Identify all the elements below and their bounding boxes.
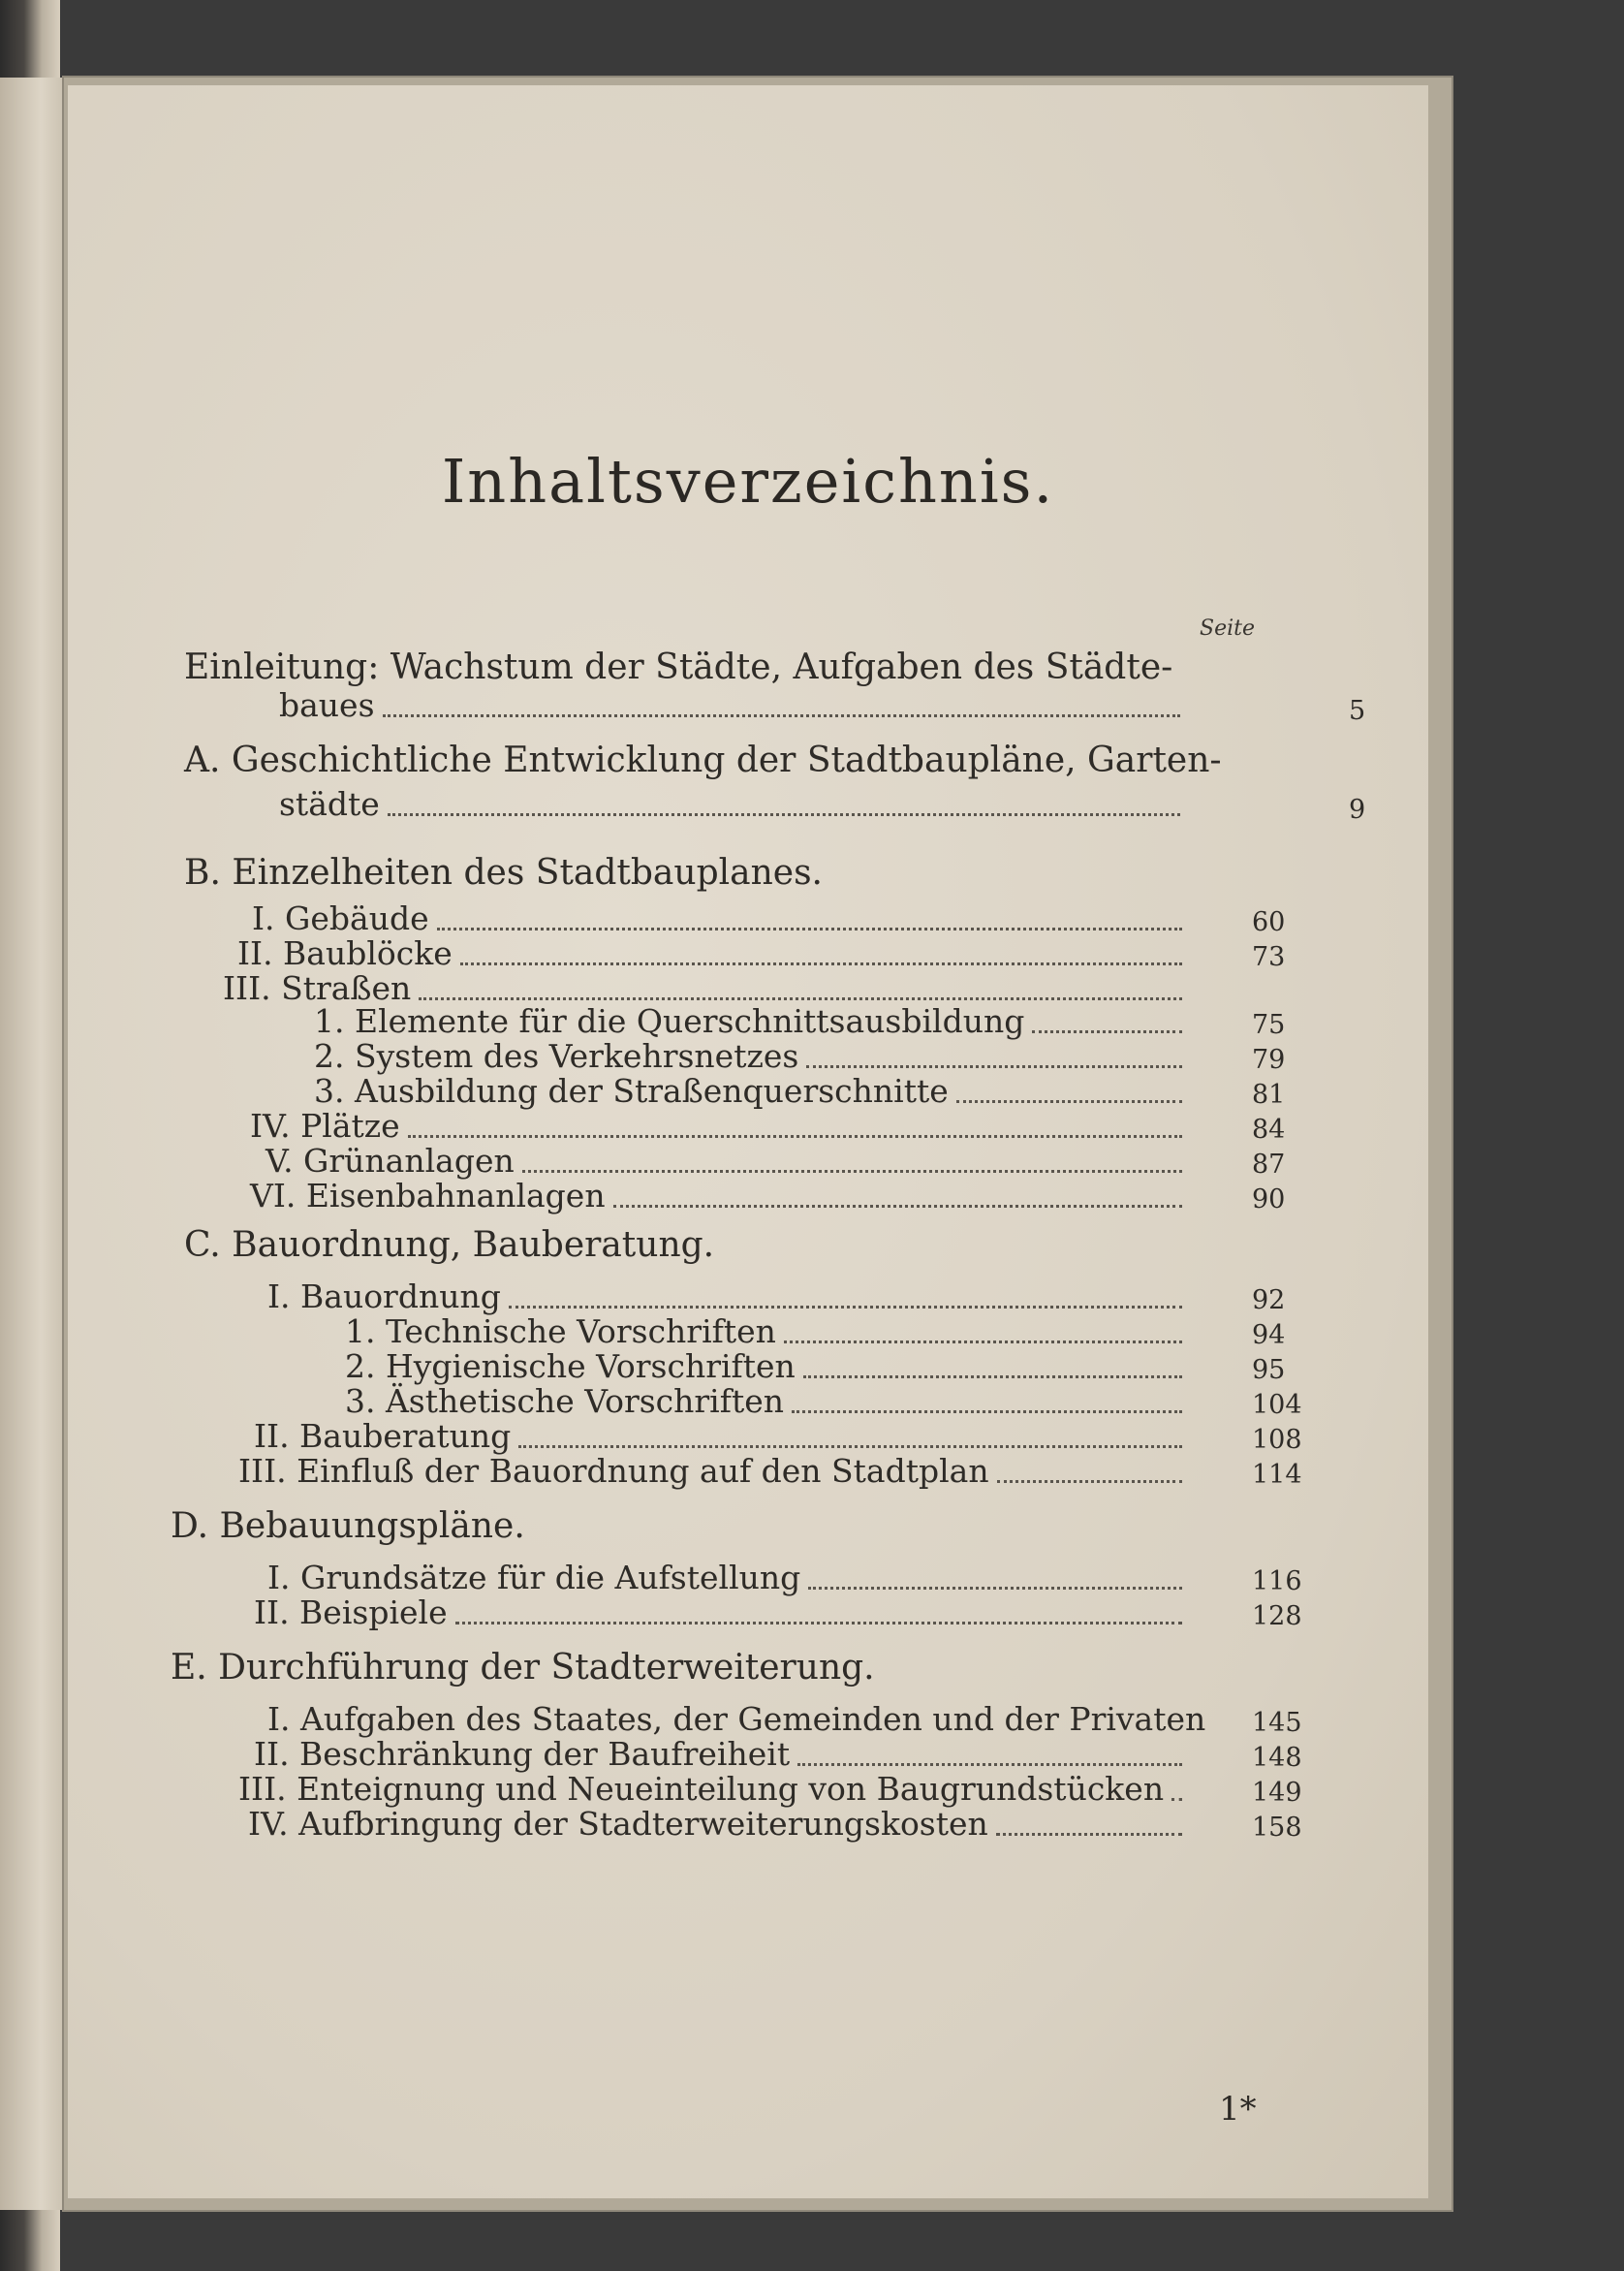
toc-entry <box>250 1177 1286 1215</box>
dot-leader <box>797 1763 1182 1766</box>
toc-entry-label: V. Grünanlagen <box>265 1142 515 1180</box>
toc-entry-line2: städte <box>279 785 380 823</box>
toc-entry-label: II. Beschränkung der Baufreiheit <box>254 1735 791 1773</box>
dot-leader <box>509 1306 1182 1309</box>
dot-leader <box>518 1445 1182 1448</box>
toc-page-number: 104 <box>1252 1390 1302 1420</box>
dot-leader <box>460 962 1182 965</box>
toc-entry-label: 2. System des Verkehrsnetzes <box>314 1037 799 1075</box>
toc-entry-label: II. Bauberatung <box>254 1417 512 1455</box>
dot-leader <box>437 928 1182 930</box>
toc-entry <box>248 1805 1302 1844</box>
toc-entry <box>254 1417 1302 1456</box>
toc-page-number: 145 <box>1252 1708 1302 1738</box>
toc-entry-label: I. Gebäude <box>252 899 429 937</box>
table-of-contents <box>68 85 1428 2198</box>
toc-entry-label: 1. Technische Vorschriften <box>345 1312 776 1350</box>
toc-page-number: 84 <box>1252 1115 1286 1145</box>
toc-entry <box>238 1452 1302 1491</box>
toc-entry-label: 2. Hygienische Vorschriften <box>345 1347 796 1385</box>
toc-entry-label: II. Baublöcke <box>237 934 453 972</box>
toc-entry-label: I. Grundsätze für die Aufstellung <box>267 1559 801 1596</box>
dot-leader <box>383 714 1180 717</box>
dot-leader <box>803 1375 1182 1378</box>
page-number: 1* <box>1219 2090 1257 2129</box>
toc-entry-line1: A. Geschichtliche Entwicklung der Stadtbaupläne, Garten- <box>184 741 1222 780</box>
toc-page-number: 79 <box>1252 1045 1286 1075</box>
dot-leader <box>388 813 1180 816</box>
dot-leader <box>956 1100 1182 1103</box>
toc-entry <box>252 899 1286 938</box>
toc-entry-label: VI. Eisenbahnanlagen <box>250 1177 606 1214</box>
dot-leader <box>613 1205 1182 1208</box>
dot-leader <box>1171 1798 1182 1801</box>
toc-entry-label: III. Straßen <box>223 969 412 1007</box>
dot-leader <box>408 1135 1182 1138</box>
left-page-edge <box>0 78 70 2210</box>
toc-page-number: 75 <box>1252 1010 1286 1040</box>
toc-entry <box>254 1593 1302 1632</box>
page-column-label: Seite <box>1200 616 1255 641</box>
toc-entry <box>345 1347 1286 1386</box>
toc-entry-label: I. Aufgaben des Staates, der Gemeinden und der Privaten <box>267 1700 1206 1738</box>
toc-entry <box>267 1277 1286 1316</box>
toc-entry <box>279 686 1366 726</box>
section-heading: E. Durchführung der Stadterweiterung. <box>171 1648 875 1687</box>
dot-leader <box>808 1587 1182 1590</box>
toc-entry-label: I. Bauordnung <box>267 1277 501 1315</box>
toc-entry-line1: Einleitung: Wachstum der Städte, Aufgaben des Städte- <box>184 647 1173 687</box>
toc-page-number: 116 <box>1252 1566 1302 1596</box>
section-heading: D. Bebauungspläne. <box>171 1506 525 1546</box>
toc-page-number: 5 <box>1349 696 1366 726</box>
toc-entry-label: III. Einfluß der Bauordnung auf den Stadtplan <box>238 1452 989 1490</box>
toc-page-number: 114 <box>1252 1460 1302 1490</box>
toc-entry-label: II. Beispiele <box>254 1593 448 1631</box>
toc-entry <box>279 785 1366 825</box>
dot-leader <box>806 1065 1182 1068</box>
toc-entry-label: IV. Aufbringung der Stadterweiterungskosten <box>248 1805 988 1843</box>
toc-entry <box>345 1382 1302 1421</box>
dot-leader <box>996 1833 1182 1836</box>
toc-entry-label: 1. Elemente für die Querschnittsausbildung <box>314 1002 1025 1040</box>
toc-page-number: 95 <box>1252 1355 1286 1385</box>
toc-entry-label: 3. Ästhetische Vorschriften <box>345 1382 784 1420</box>
toc-page-number: 9 <box>1349 795 1366 825</box>
dot-leader <box>997 1480 1182 1483</box>
toc-entry <box>238 1770 1302 1809</box>
toc-page-number: 158 <box>1252 1813 1302 1843</box>
toc-page-number: 92 <box>1252 1285 1286 1315</box>
toc-page-number: 90 <box>1252 1184 1286 1214</box>
section-heading: C. Bauordnung, Bauberatung. <box>184 1225 715 1265</box>
toc-entry <box>254 1735 1302 1774</box>
dot-leader <box>792 1410 1182 1413</box>
toc-entry-label: 3. Ausbildung der Straßenquerschnitte <box>314 1072 949 1110</box>
toc-page-number: 73 <box>1252 942 1286 972</box>
toc-entry-label: III. Enteignung und Neueinteilung von Baugrundstücken <box>238 1770 1165 1808</box>
toc-page-number: 108 <box>1252 1425 1302 1455</box>
dot-leader <box>1032 1030 1182 1033</box>
toc-entry <box>314 1037 1286 1076</box>
toc-page-number: 94 <box>1252 1320 1286 1350</box>
page-title: Inhaltsverzeichnis. <box>441 446 1055 517</box>
toc-entry <box>265 1142 1286 1181</box>
toc-page-number: 149 <box>1252 1778 1302 1808</box>
toc-entry <box>237 934 1286 973</box>
toc-page-number: 128 <box>1252 1601 1302 1631</box>
toc-entry-label: IV. Plätze <box>250 1107 400 1145</box>
toc-entry <box>267 1559 1302 1597</box>
toc-page-number: 81 <box>1252 1080 1286 1110</box>
dot-leader <box>455 1622 1182 1624</box>
toc-page-number: 60 <box>1252 907 1286 937</box>
dot-leader <box>522 1170 1182 1173</box>
toc-entry <box>250 1107 1286 1146</box>
toc-entry <box>314 1072 1286 1111</box>
toc-page-number: 87 <box>1252 1150 1286 1180</box>
toc-entry-line2: baues <box>279 686 375 724</box>
dot-leader <box>419 997 1182 1000</box>
toc-page-number: 148 <box>1252 1743 1302 1773</box>
dot-leader <box>784 1341 1182 1343</box>
toc-entry <box>314 1002 1286 1041</box>
toc-entry <box>267 1700 1302 1739</box>
book-page <box>68 85 1428 2198</box>
toc-entry <box>345 1312 1286 1351</box>
section-heading: B. Einzelheiten des Stadtbauplanes. <box>184 853 824 893</box>
